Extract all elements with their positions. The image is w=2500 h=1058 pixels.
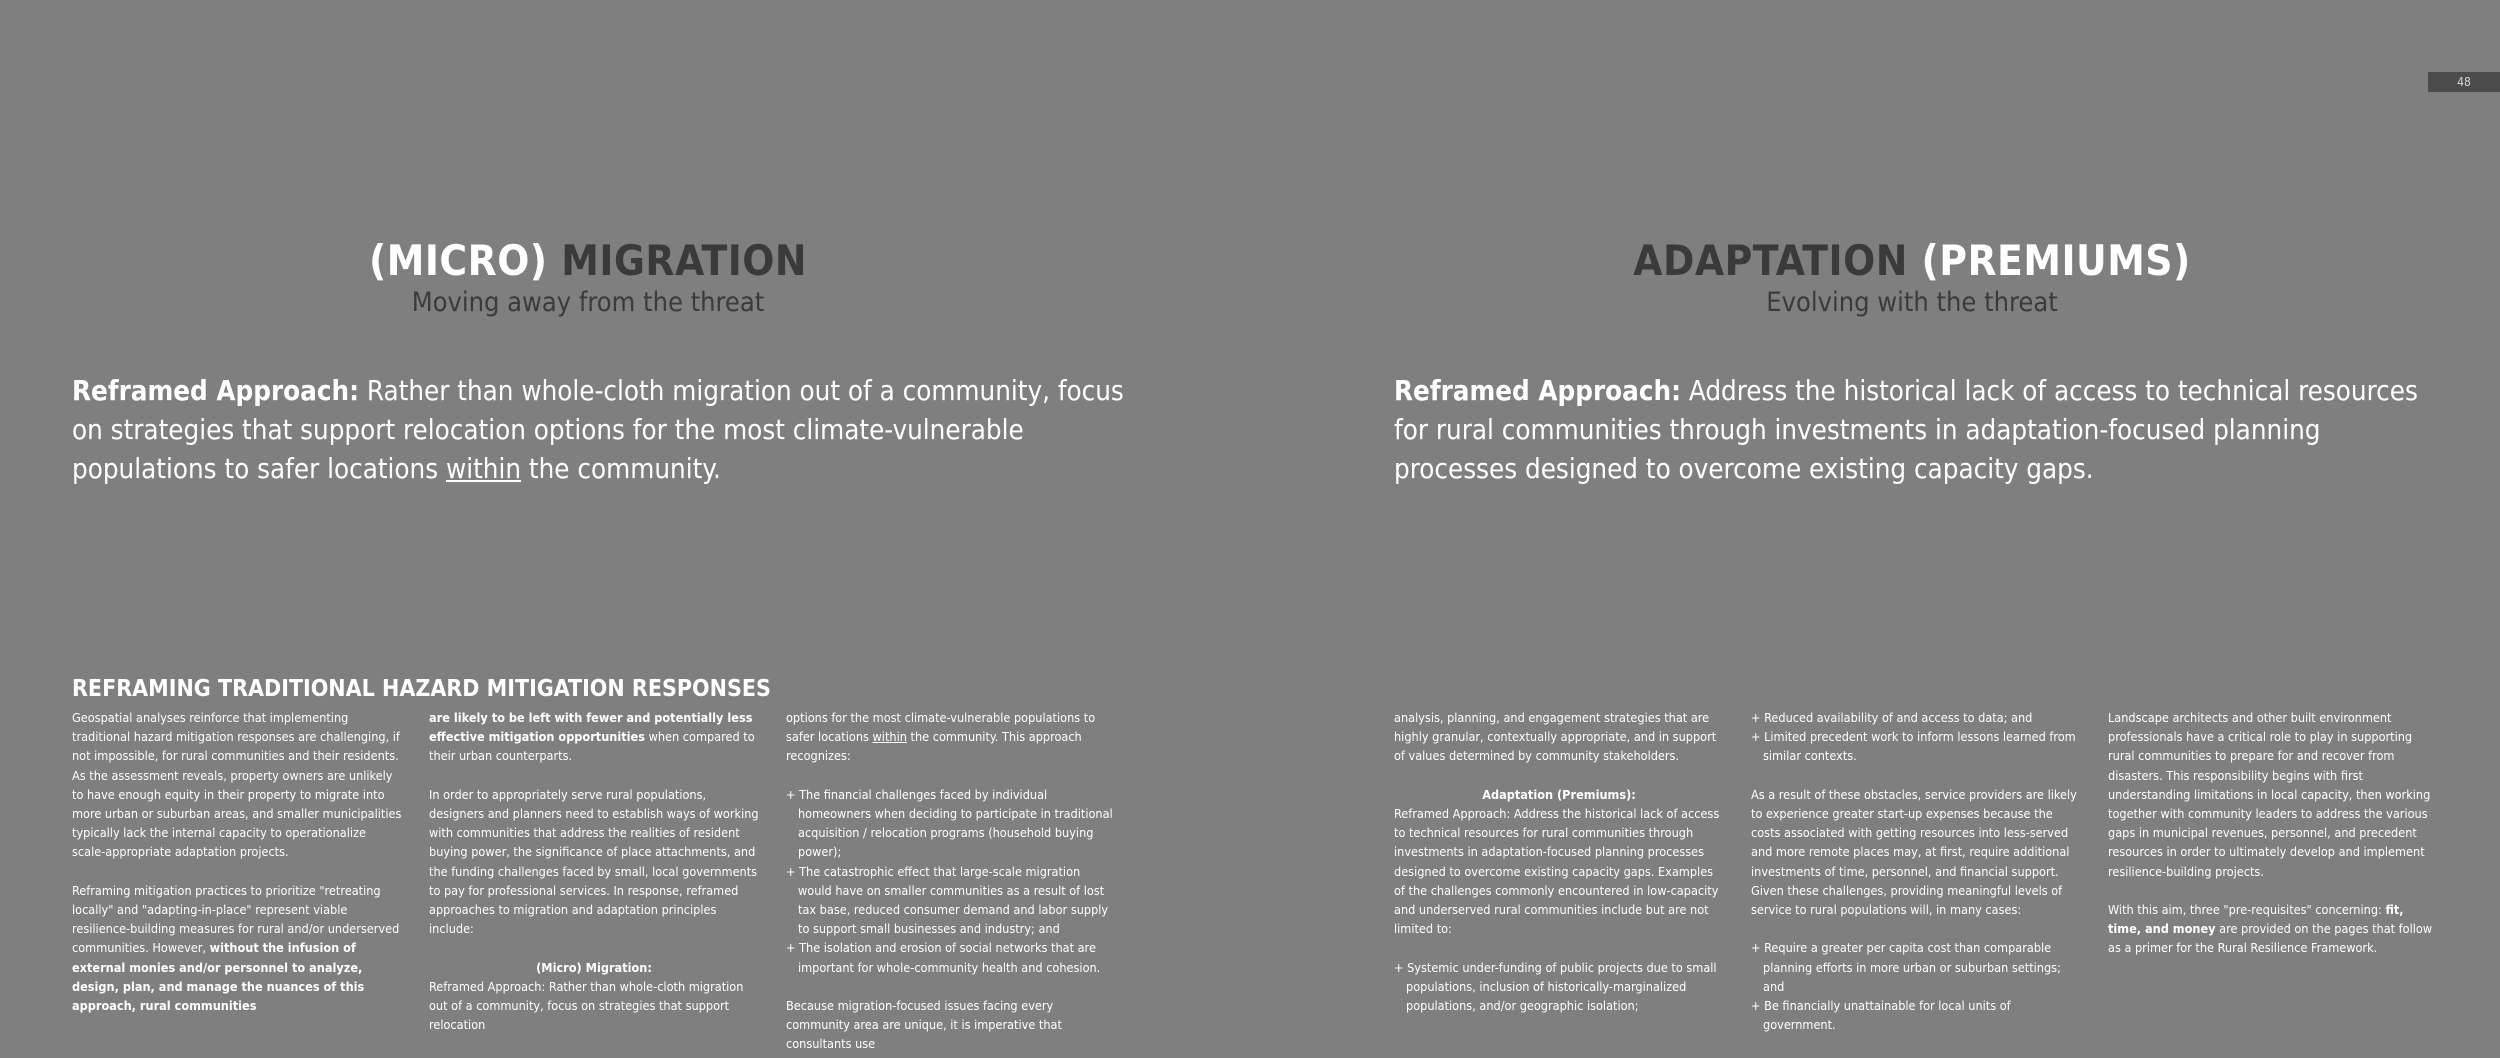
col2-subheading: (Micro) Migration: bbox=[536, 959, 652, 975]
col3-paragraph-1-underline: within bbox=[872, 729, 907, 745]
col6-paragraph-2-text-end: are provided on the pages that follow as a primer for the Rural Resilience Framework. bbox=[2108, 921, 2433, 956]
col1-paragraph-3-text: Reframing mitigation practices to prioritize "retreating locally" and "adapting-in-place" represent viable resilience-building measures for rural and/or underserved communities. However, bbox=[72, 882, 400, 956]
col5-bullet: + Reduced availability of and access to data; and bbox=[1751, 708, 2081, 727]
col2-paragraph-2: In order to appropriately serve rural populations, designers and planners need to establish ways of working with communities that address the realities of resident buying power, the significance of place attachments, and the funding challenges faced by small, local governments to pay for professional services. In response, reframed approaches to migration and adaptation principles include: bbox=[429, 786, 759, 937]
col3-bullet-list bbox=[786, 785, 1116, 977]
col3-bullet: + The isolation and erosion of social networks that are important for whole-community health and cohesion. bbox=[786, 938, 1116, 976]
text-column-3 bbox=[786, 708, 1116, 1052]
col4-bullet: + Systemic under-funding of public projects due to small populations, inclusion of historically-marginalized populations, and/or geographic isolation; bbox=[1394, 958, 1724, 1016]
text-column-1 bbox=[72, 708, 402, 1014]
col4-bullet-list bbox=[1394, 958, 1724, 1016]
left-title bbox=[288, 236, 888, 286]
col1-paragraph-1: Geospatial analyses reinforce that implementing traditional hazard mitigation responses are challenging, if not impossible, for rural communities and their residents. bbox=[72, 710, 400, 764]
col4-subheading: Adaptation (Premiums): bbox=[1482, 786, 1636, 802]
col3-bullet: + The financial challenges faced by individual homeowners when deciding to participate in traditional acquisition / relocation programs (household buying power); bbox=[786, 785, 1116, 862]
col5-bullet: + Be financially unattainable for local units of government. bbox=[1751, 996, 2081, 1034]
col6-paragraph-2 bbox=[2108, 900, 2438, 958]
col2-paragraph-1-text: when compared to their urban counterparts. bbox=[429, 729, 755, 764]
col1-paragraph-3 bbox=[72, 881, 402, 1015]
text-column-2 bbox=[429, 708, 759, 1033]
right-reframed-text: Address the historical lack of access to technical resources for rural communities through investments in adaptation-focused planning processes designed to overcome existing capacity gaps. bbox=[1394, 375, 2418, 485]
right-title-dark: ADAPTATION bbox=[1633, 236, 1908, 285]
col1-paragraph-2: As the assessment reveals, property owners are unlikely to have enough equity in their property to migrate into more urban or suburban areas, and smaller municipalities typically lack the internal capacity to operationalize scale-appropriate adaptation projects. bbox=[72, 767, 402, 860]
left-reframed-text-2: the community. bbox=[528, 453, 721, 485]
col6-paragraph-2-text: With this aim, three "pre-requisites" concerning: bbox=[2108, 902, 2382, 918]
left-reframed-approach bbox=[72, 372, 1152, 489]
right-subtitle: Evolving with the threat bbox=[1766, 287, 2058, 318]
right-title-light: (PREMIUMS) bbox=[1921, 236, 2191, 285]
col4-paragraph-2: Reframed Approach: Address the historical lack of access to technical resources for rural communities through investments in adaptation-focused planning processes designed to overcome existing capacity gaps. Examples of the challenges commonly encountered in low-capacity and underserved rural communities include but are not limited to: bbox=[1394, 806, 1720, 937]
left-reframed-text-1: Rather than whole-cloth migration out of a community, focus on strategies that support relocation options for the most climate-vulnerable populations to safer locations bbox=[72, 375, 1124, 485]
col5-bullet-list-1 bbox=[1751, 708, 2081, 766]
col6-paragraph-2-bold: fit, time, and money bbox=[2108, 902, 2404, 937]
col3-paragraph-1 bbox=[786, 708, 1116, 766]
col3-paragraph-1-text-end: the community. This approach recognizes: bbox=[786, 729, 1082, 764]
left-title-light: (MICRO) bbox=[368, 236, 548, 285]
col5-bullet: + Limited precedent work to inform lessons learned from similar contexts. bbox=[1751, 727, 2081, 765]
right-reframed-approach bbox=[1394, 372, 2424, 489]
left-title-dark: MIGRATION bbox=[561, 236, 808, 285]
left-reframed-lead: Reframed Approach: bbox=[72, 375, 360, 407]
col5-paragraph-1: As a result of these obstacles, service providers are likely to experience greater start-up expenses because the costs associated with getting resources into less-served and more remote places may, at first, require additional investments of time, personnel, and financial support. Given these challenges, providing meaningful levels of service to rural populations will, in many cases: bbox=[1751, 786, 2077, 918]
left-title-block bbox=[288, 236, 888, 320]
col2-paragraph-3: Reframed Approach: Rather than whole-cloth migration out of a community, focus on strategies that support relocation bbox=[429, 978, 744, 1033]
col3-paragraph-1-text: options for the most climate-vulnerable populations to safer locations bbox=[786, 710, 1096, 745]
right-title-block bbox=[1612, 236, 2212, 320]
page-number: 48 bbox=[2428, 72, 2500, 92]
col5-bullet-list-2 bbox=[1751, 938, 2081, 1034]
section-heading: REFRAMING TRADITIONAL HAZARD MITIGATION RESPONSES bbox=[72, 676, 771, 702]
text-column-4 bbox=[1394, 708, 1724, 1014]
right-reframed-lead: Reframed Approach: bbox=[1394, 375, 1682, 407]
col3-paragraph-2: Because migration-focused issues facing every community area are unique, it is imperative that consultants use bbox=[786, 998, 1062, 1052]
text-column-5 bbox=[1751, 708, 2081, 1033]
col1-paragraph-3-bold: without the infusion of external monies and/or personnel to analyze, design, plan, and manage the nuances of this approach, rural communities bbox=[72, 940, 365, 1014]
text-column-6 bbox=[2108, 708, 2438, 990]
col3-bullet: + The catastrophic effect that large-scale migration would have on smaller communities as a result of lost tax base, reduced consumer demand and labor supply to support small businesses and industry; and bbox=[786, 862, 1116, 939]
right-title bbox=[1612, 236, 2212, 286]
col6-paragraph-1: Landscape architects and other built environment professionals have a critical role to play in supporting rural communities to prepare for and recover from disasters. This responsibility begins with first understanding limitations in local capacity, then working together with community leaders to address the various gaps in municipal revenues, personnel, and precedent resources in order to ultimately develop and implement resilience-building projects. bbox=[2108, 710, 2431, 879]
col2-paragraph-1-bold: are likely to be left with fewer and potentially less effective mitigation opportunities bbox=[429, 710, 753, 745]
col4-paragraph-1: analysis, planning, and engagement strategies that are highly granular, contextually appropriate, and in support of values determined by community stakeholders. bbox=[1394, 710, 1717, 764]
left-subtitle: Moving away from the threat bbox=[411, 287, 765, 318]
col2-paragraph-1 bbox=[429, 708, 759, 766]
left-reframed-underline: within bbox=[446, 453, 522, 485]
col5-bullet: + Require a greater per capita cost than comparable planning efforts in more urban or suburban settings; and bbox=[1751, 938, 2081, 996]
